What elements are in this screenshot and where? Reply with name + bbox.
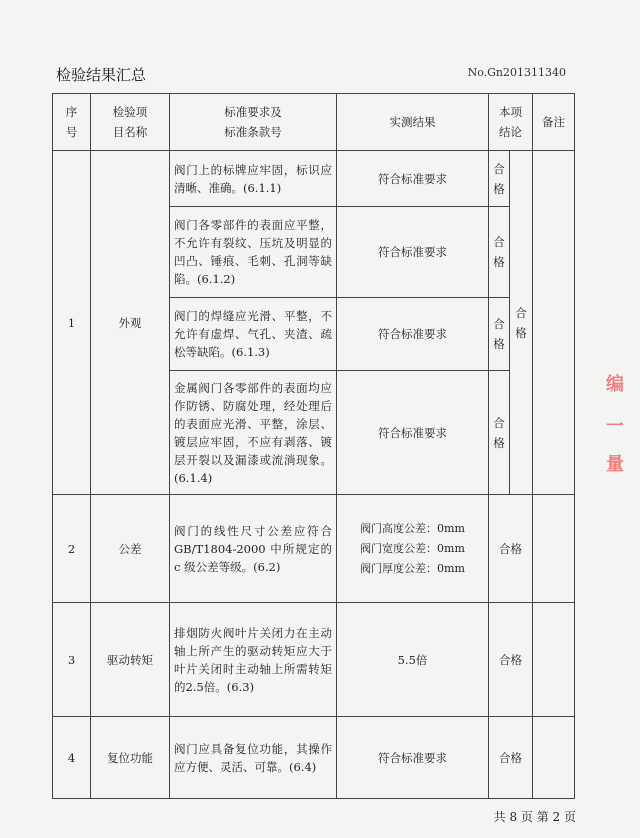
remark-cell — [533, 717, 575, 799]
conclusion-cell: 合格 — [489, 495, 533, 603]
table-row — [53, 603, 575, 717]
requirement-cell: 阀门各零部件的表面应平整，不允许有裂纹、压坑及明显的凹凸、锤痕、毛刺、孔洞等缺陷。(6.1.2) — [170, 207, 337, 298]
seal-fragment: 量 — [606, 454, 624, 475]
sub-conclusion-cell: 合 格 — [489, 298, 510, 371]
header-item: 检验项 目名称 — [91, 94, 170, 151]
result-cell: 符合标准要求 — [337, 717, 489, 799]
inspection-results-table — [52, 93, 575, 799]
width-tolerance: 阀门宽度公差：0mm — [360, 541, 465, 555]
requirement-cell: 阀门的线性尺寸公差应符合GB/T1804-2000 中所规定的c 级公差等级。(6.2) — [170, 495, 337, 603]
result-cell: 5.5倍 — [337, 603, 489, 717]
requirement-cell: 阀门应具备复位功能，其操作应方便、灵活、可靠。(6.4) — [170, 717, 337, 799]
remark-cell — [533, 603, 575, 717]
seal-fragment: 编 — [606, 374, 624, 395]
table-row — [53, 495, 575, 603]
seq-cell: 4 — [53, 717, 91, 799]
item-cell: 外观 — [91, 151, 170, 495]
header-row — [53, 94, 575, 151]
header-remark: 备注 — [533, 94, 575, 151]
sub-conclusion-cell: 合 格 — [489, 371, 510, 495]
seq-cell: 1 — [53, 151, 91, 495]
item-cell: 公差 — [91, 495, 170, 603]
sub-conclusion-cell: 合 格 — [489, 151, 510, 207]
thickness-tolerance: 阀门厚度公差：0mm — [360, 561, 465, 575]
requirement-cell: 阀门的焊缝应光滑、平整，不允许有虚焊、气孔、夹渣、疏松等缺陷。(6.1.3) — [170, 298, 337, 371]
header-seq: 序 号 — [53, 94, 91, 151]
requirement-cell: 金属阀门各零部件的表面均应作防锈、防腐处理，经处理后的表面应光滑、平整，涂层、镀层应牢固，不应有剥落、镀层开裂以及漏漆或流淌现象。(6.1.4) — [170, 371, 337, 495]
result-cell: 符合标准要求 — [337, 151, 489, 207]
seal-fragment: 一 — [606, 416, 624, 437]
seq-cell: 2 — [53, 495, 91, 603]
item-cell: 驱动转矩 — [91, 603, 170, 717]
page-title: 检验结果汇总 — [56, 66, 147, 84]
result-cell — [337, 495, 489, 603]
seq-cell: 3 — [53, 603, 91, 717]
page-footer: 共 8 页 第 2 页 — [493, 810, 576, 824]
report-number: No.Gn201311340 — [467, 66, 566, 79]
remark-cell — [533, 151, 575, 495]
remark-cell — [533, 495, 575, 603]
group-conclusion-cell: 合 格 — [510, 151, 533, 495]
conclusion-cell: 合格 — [489, 603, 533, 717]
requirement-cell: 排烟防火阀叶片关闭力在主动轴上所产生的驱动转矩应大于叶片关闭时主动轴上所需转矩的2.5倍。(6.3) — [170, 603, 337, 717]
header-standard: 标准要求及 标准条款号 — [170, 94, 337, 151]
height-tolerance: 阀门高度公差：0mm — [360, 521, 465, 535]
header-result: 实测结果 — [337, 94, 489, 151]
conclusion-cell: 合格 — [489, 717, 533, 799]
sub-conclusion-cell: 合 格 — [489, 207, 510, 298]
header-conclusion: 本项 结论 — [489, 94, 533, 151]
table-row — [53, 151, 575, 207]
result-cell: 符合标准要求 — [337, 207, 489, 298]
table-row — [53, 717, 575, 799]
result-cell: 符合标准要求 — [337, 298, 489, 371]
item-cell: 复位功能 — [91, 717, 170, 799]
requirement-cell: 阀门上的标牌应牢固，标识应清晰、准确。(6.1.1) — [170, 151, 337, 207]
result-cell: 符合标准要求 — [337, 371, 489, 495]
